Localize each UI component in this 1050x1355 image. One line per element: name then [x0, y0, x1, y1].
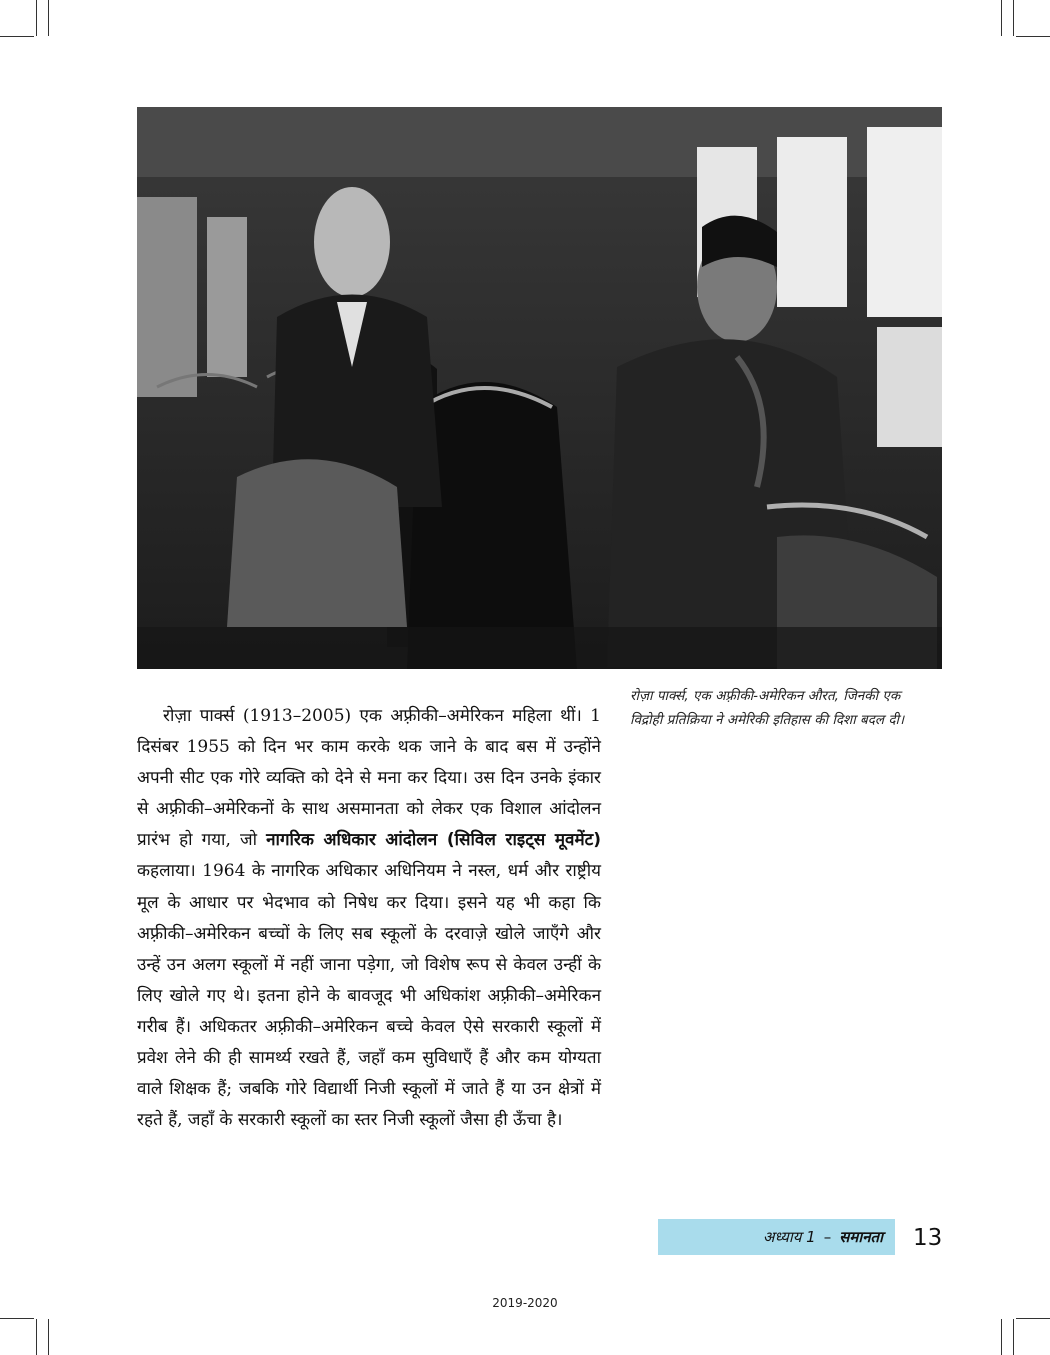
crop-mark: [1016, 36, 1050, 37]
crop-mark: [0, 1318, 34, 1319]
crop-mark: [1001, 0, 1002, 36]
chapter-name: समानता: [839, 1228, 883, 1246]
body-text-bold-term: नागरिक अधिकार आंदोलन (सिविल राइट्स मूवमेंट): [266, 830, 601, 851]
chapter-separator: –: [823, 1228, 832, 1246]
chapter-number: अध्याय 1: [763, 1228, 816, 1246]
edition-year: 2019-2020: [492, 1296, 558, 1310]
crop-mark: [1013, 1319, 1014, 1355]
body-paragraph: [137, 701, 601, 1136]
crop-mark: [1013, 0, 1014, 36]
chapter-label-bar: [658, 1219, 895, 1255]
photo-caption: रोज़ा पार्क्स, एक अफ़्रीकी-अमेरिकन औरत, जिनकी एक विद्रोही प्रतिक्रिया ने अमेरिकी इतिहास की दिशा बदल दी।: [630, 688, 905, 728]
crop-mark: [48, 0, 49, 36]
page-number: 13: [913, 1225, 943, 1251]
body-text-part-2: कहलाया। 1964 के नागरिक अधिकार अधिनियम ने नस्ल, धर्म और राष्ट्रीय मूल के आधार पर भेदभाव को निषेध कर दिया। इसने यह भी कहा कि अफ़्रीकी–अमेरिकन बच्चों के लिए सब स्कूलों के दरवाज़े खोले जाएँगे और उन्हें उन अलग स्कूलों में नहीं जाना पड़ेगा, जो विशेष रूप से केवल उन्हीं के लिए खोले गए थे। इतना होने के बावजूद भी अधिकांश अफ़्रीकी–अमेरिकन गरीब हैं। अधिकतर अफ़्रीकी–अमेरिकन बच्चे केवल ऐसे सरकारी स्कूलों में प्रवेश लेने की ही सामर्थ्य रखते हैं, जहाँ कम सुविधाएँ हैं और कम योग्यता वाले शिक्षक हैं; जबकि गोरे विद्यार्थी निजी स्कूलों में जाते हैं या उन क्षेत्रों में रहते हैं, जहाँ के सरकारी स्कूलों का स्तर निजी स्कूलों जैसा ही ऊँचा है।: [137, 861, 601, 1131]
rosa-parks-bus-photo: [137, 107, 942, 669]
crop-mark: [1016, 1318, 1050, 1319]
crop-mark: [48, 1319, 49, 1355]
crop-mark: [36, 0, 37, 36]
crop-mark: [1001, 1319, 1002, 1355]
body-text-part-1: रोज़ा पार्क्स (1913–2005) एक अफ़्रीकी–अमेरिकन महिला थीं। 1 दिसंबर 1955 को दिन भर काम करके थक जाने के बाद बस में उन्होंने अपनी सीट एक गोरे व्यक्ति को देने से मना कर दिया। उस दिन उनके इंकार से अफ़्रीकी–अमेरिकनों के साथ असमानता को लेकर एक विशाल आंदोलन प्रारंभ हो गया, जो: [137, 706, 601, 851]
crop-mark: [0, 36, 34, 37]
crop-mark: [36, 1319, 37, 1355]
